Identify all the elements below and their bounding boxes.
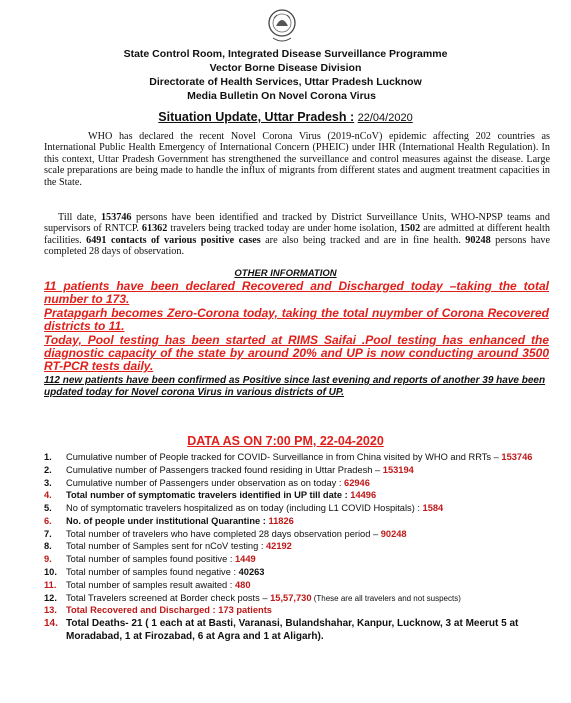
para2-text-1: Till date, [58,212,101,223]
item-value: 11826 [268,515,294,526]
item-text: Total number of samples found negative : [66,567,239,578]
list-item [44,529,556,541]
item-text: Total number of samples result awaited : [66,579,235,590]
pool-testing-notice: Today, Pool testing has been started at RIMS Saifai .Pool testing has enhanced the diagnostic capacity of the state by around 20% and UP is now conducting around 3500 RT-PCR tests daily. [44,333,549,373]
list-item [44,580,556,592]
item-number: 1. [44,452,52,462]
item-text: Total Recovered and Discharged : 173 patients [66,605,272,616]
para2-text-6: persons have completed 28 days of observation. [44,234,550,258]
list-item [44,516,556,528]
bulletin-header [0,47,571,103]
data-heading: DATA AS ON 7:00 PM, 22-04-2020 [187,434,384,448]
item-text: Total Travelers screened at Border check posts – [66,592,271,603]
item-number: 9. [44,554,52,565]
item-number: 5. [44,503,52,514]
header-line-1: State Control Room, Integrated Disease Surveillance Programme [123,48,448,60]
list-item [44,554,556,566]
item-text: Total number of samples found positive : [66,554,235,565]
list-item [44,503,556,515]
header-line-3: Directorate of Health Services, Uttar Pradesh Lucknow [149,76,422,88]
tracked-count: 153746 [100,212,132,223]
list-item [44,465,556,477]
item-text: Total Deaths- 21 ( 1 each at at Basti, Varanasi, Bulandshahar, Kanpur, Lucknow, 3 at Meerut 5 at Moradabad, 1 at Firozabad, 6 at Agra and 1 at Aligarh). [66,618,519,642]
list-item [44,593,556,605]
item-number: 13. [44,605,57,616]
intro-paragraph: WHO has declared the recent Novel Corona Virus (2019-nCoV) epidemic affecting 202 countries as International Public Health Emergency of International Concern (PHEIC) under IHR (International Health Regulation). In this context, Uttar Pradesh Government has strengthened the surveillance and control measures against the disease. Large scale preparations are being made to handle the influx of migrants from different states and augment treatment capacities in the State. [44,131,550,188]
item-value: 153194 [382,464,414,475]
item-number: 7. [44,528,52,539]
item-note: (These are all travelers and not suspects) [311,593,461,603]
item-number: 12. [44,592,57,603]
item-number: 11. [44,579,57,590]
item-value: 153746 [501,452,533,462]
contacts-count: 6491 contacts of various positive cases [86,234,261,246]
new-patients-notice: 112 new patients have been confirmed as Positive since last evening and reports of another 39 have been updated today for Novel corona Virus in various districts of UP. [44,375,546,398]
item-number: 2. [44,464,52,475]
item-text: No. of people under institutional Quarantine : [66,515,269,526]
item-value: 1584 [422,503,444,514]
situation-title [0,110,571,124]
header-line-2: Vector Borne Disease Division [209,62,362,74]
para2-text-5: are also being tracked and are in fine health. [260,234,466,246]
zero-corona-notice: Pratapgarh becomes Zero-Corona today, taking the total nuymber of Corona Recovered districts to 11. [44,306,549,333]
completed-observation-count: 90248 [465,234,491,246]
list-item [44,490,556,502]
item-value: 15,57,730 [270,592,312,603]
item-value: 1449 [234,554,256,565]
item-value: 40263 [238,567,265,578]
situation-title-label: Situation Update, Uttar Pradesh : [158,110,355,124]
item-value: 14496 [350,490,377,501]
list-item [44,605,556,617]
state-emblem-icon [265,6,299,46]
item-number: 3. [44,477,52,488]
item-text: Total number of symptomatic travelers identified in UP till date : [66,490,351,501]
list-item [44,452,556,464]
item-text: Cumulative number of Passengers tracked found residing in Uttar Pradesh – [66,464,383,475]
other-info-heading: OTHER INFORMATION [234,268,337,279]
item-value: 90248 [380,528,407,539]
item-text: Total number of travelers who have completed 28 days observation period – [66,528,381,539]
situation-title-date: 22/04/2020 [357,112,413,124]
recovered-notice: 11 patients have been declared Recovered and Discharged today –taking the total number to 173. [44,279,549,306]
item-number: 8. [44,541,52,552]
item-number: 10. [44,567,57,578]
item-value: 62946 [344,477,370,488]
item-value: 42192 [265,541,292,552]
list-item [44,478,556,490]
travelers-tracked-count: 61362 [141,223,168,235]
item-number: 14. [44,618,58,630]
item-text: Total number of Samples sent for nCoV testing : [66,541,266,552]
item-text: Cumulative number of Passengers under observation as on today : [66,477,345,488]
list-item [44,618,556,643]
para2-text-3: travelers being tracked today are under home isolation, [167,223,400,235]
tracking-paragraph [44,212,550,258]
data-list [44,452,556,644]
header-line-4: Media Bulletin On Novel Corona Virus [187,90,376,102]
admitted-count: 1502 [399,223,421,235]
item-text: No of symptomatic travelers hospitalized as on today (including L1 COVID Hospitals) : [66,503,423,514]
para2-text-2: persons have been identified and tracked by District Surveillance Units, WHO-NPSP teams and supervisors of RNTCP. [44,212,550,235]
item-value: 480 [234,579,251,590]
item-number: 4. [44,490,52,501]
item-number: 6. [44,515,52,526]
para2-text-4: are admitted at different health facilities. [44,223,550,246]
list-item [44,567,556,579]
list-item [44,541,556,553]
item-text: Cumulative number of People tracked for COVID- Surveillance in from China visited by WHO and RRTs – [66,452,502,462]
